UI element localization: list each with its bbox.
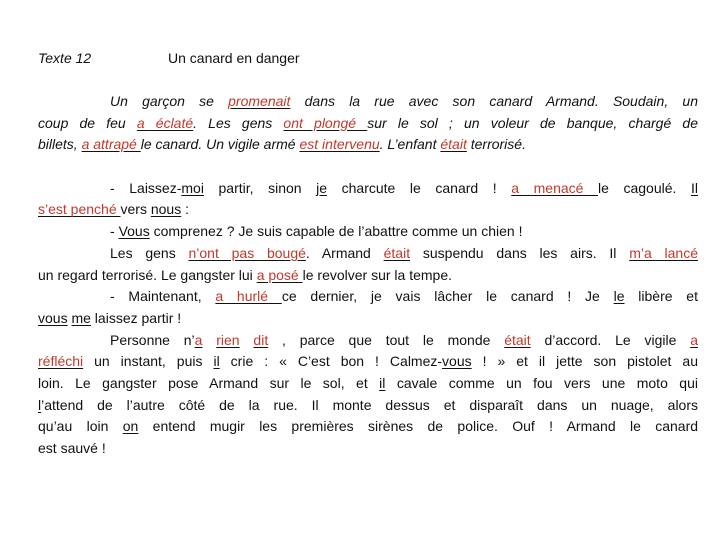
verb-highlight: dit — [253, 331, 269, 348]
verb-highlight: a posé — [256, 266, 303, 283]
text-segment: suspendu dans les airs. Il — [410, 244, 630, 261]
text-segment: Un garçon se — [110, 93, 229, 109]
text-segment: vers — [120, 201, 151, 218]
pronoun-underline: le — [613, 288, 625, 305]
text-segment: Personne n’ — [110, 331, 195, 348]
text-number-label: Texte 12 — [38, 50, 92, 66]
verb-highlight: a — [690, 331, 698, 348]
blank-line — [38, 156, 698, 178]
text-segment: , parce que tout le monde — [268, 331, 505, 348]
text-segment: loin. Le gangster pose Armand sur le sol, et — [38, 374, 380, 391]
pronoun-underline: on — [122, 418, 139, 435]
text-segment: laissez partir ! — [90, 309, 182, 326]
pronoun-underline: il — [213, 353, 220, 370]
text-segment: ’attend de l’autre côté de la rue. Il monte dessus et disparaît dans un nuage, alors — [41, 396, 698, 413]
verb-highlight: a attrapé — [81, 136, 141, 153]
text-segment: - Laissez- — [110, 179, 182, 196]
text-segment: - — [110, 223, 119, 240]
text-segment: dans la rue avec son canard Armand. Soudain, un — [290, 93, 698, 109]
text-segment: - Maintenant, — [110, 288, 216, 305]
text-segment: charcute le canard ! — [327, 179, 512, 196]
verb-highlight: promenait — [228, 93, 291, 109]
text-line — [38, 265, 698, 287]
document-header — [38, 50, 698, 70]
text-line — [38, 113, 698, 135]
text-segment: le cagoulé. — [598, 179, 691, 196]
text-segment: d’accord. Le vigile — [530, 331, 691, 348]
text-segment: : — [181, 201, 189, 218]
text-segment: comprenez ? Je suis capable de l’abattre comme un chien ! — [149, 223, 523, 240]
verb-highlight: rien — [216, 331, 240, 348]
story-text — [38, 91, 698, 460]
text-segment: un instant, puis — [83, 353, 214, 370]
text-segment: entend mugir les premières sirènes de police. Ouf ! Armand le canard — [138, 418, 698, 435]
text-segment: coup de feu — [38, 114, 137, 131]
text-segment: crie : « C’est bon ! Calmez- — [219, 353, 443, 370]
pronoun-underline: nous — [150, 201, 182, 218]
text-line — [38, 91, 698, 113]
pronoun-underline: vous — [442, 353, 472, 370]
text-line — [38, 221, 698, 243]
pronoun-underline: vous — [38, 309, 68, 326]
text-segment: Les gens — [110, 244, 189, 261]
text-segment: cavale comme un fou vers une moto qui — [385, 374, 698, 391]
text-line — [38, 286, 698, 308]
pronoun-underline: me — [71, 309, 91, 326]
text-segment: ce dernier, je vais lâcher le canard ! Je — [281, 288, 614, 305]
verb-highlight: a hurlé — [215, 288, 282, 305]
text-line — [38, 438, 698, 460]
verb-highlight: a menacé — [511, 179, 598, 196]
verb-highlight: était — [440, 136, 467, 153]
verb-highlight: était — [383, 244, 411, 261]
text-segment: terrorisé. — [466, 136, 526, 153]
text-line — [38, 395, 698, 417]
verb-highlight: s’est penché — [38, 201, 121, 218]
verb-highlight: ont plongé — [283, 114, 368, 131]
text-line — [38, 134, 698, 156]
text-segment: libère et — [624, 288, 698, 305]
verb-highlight: réfléchi — [38, 353, 84, 370]
text-line — [38, 330, 698, 352]
text-segment: le revolver sur la tempe. — [302, 266, 453, 283]
text-segment: . L’enfant — [379, 136, 441, 153]
pronoun-underline: moi — [181, 179, 204, 196]
text-segment: billets, — [38, 136, 82, 153]
pronoun-underline: Vous — [118, 223, 150, 240]
pronoun-underline: Il — [690, 179, 698, 196]
verb-highlight: était — [504, 331, 531, 348]
verb-highlight: n’ont pas bougé — [188, 244, 306, 261]
text-segment: . Armand — [305, 244, 384, 261]
text-segment: qu’au loin — [38, 418, 123, 435]
text-segment: est sauvé ! — [38, 440, 106, 456]
text-segment — [202, 332, 216, 348]
text-segment — [240, 332, 254, 348]
text-segment: sur le sol ; un voleur de banque, chargé de — [367, 114, 698, 131]
text-line — [38, 199, 698, 221]
verb-highlight: a — [194, 331, 203, 348]
pronoun-underline: je — [316, 179, 328, 196]
text-line — [38, 178, 698, 200]
text-segment: . Les gens — [193, 114, 284, 131]
text-line — [38, 308, 698, 330]
document-title: Un canard en danger — [168, 50, 300, 66]
verb-highlight: m’a lancé — [629, 244, 698, 261]
pronoun-underline: il — [379, 374, 386, 391]
text-segment: ! » et il jette son pistolet au — [471, 353, 698, 370]
text-segment: le canard. Un vigile armé — [140, 136, 300, 153]
verb-highlight: est intervenu — [299, 136, 380, 153]
text-segment: partir, sinon — [203, 179, 317, 196]
text-line — [38, 243, 698, 265]
pronoun-underline: l — [38, 396, 42, 413]
text-line — [38, 373, 698, 395]
text-line — [38, 416, 698, 438]
text-line — [38, 351, 698, 373]
text-segment: un regard terrorisé. Le gangster lui — [38, 266, 257, 283]
verb-highlight: a éclaté — [136, 114, 194, 131]
